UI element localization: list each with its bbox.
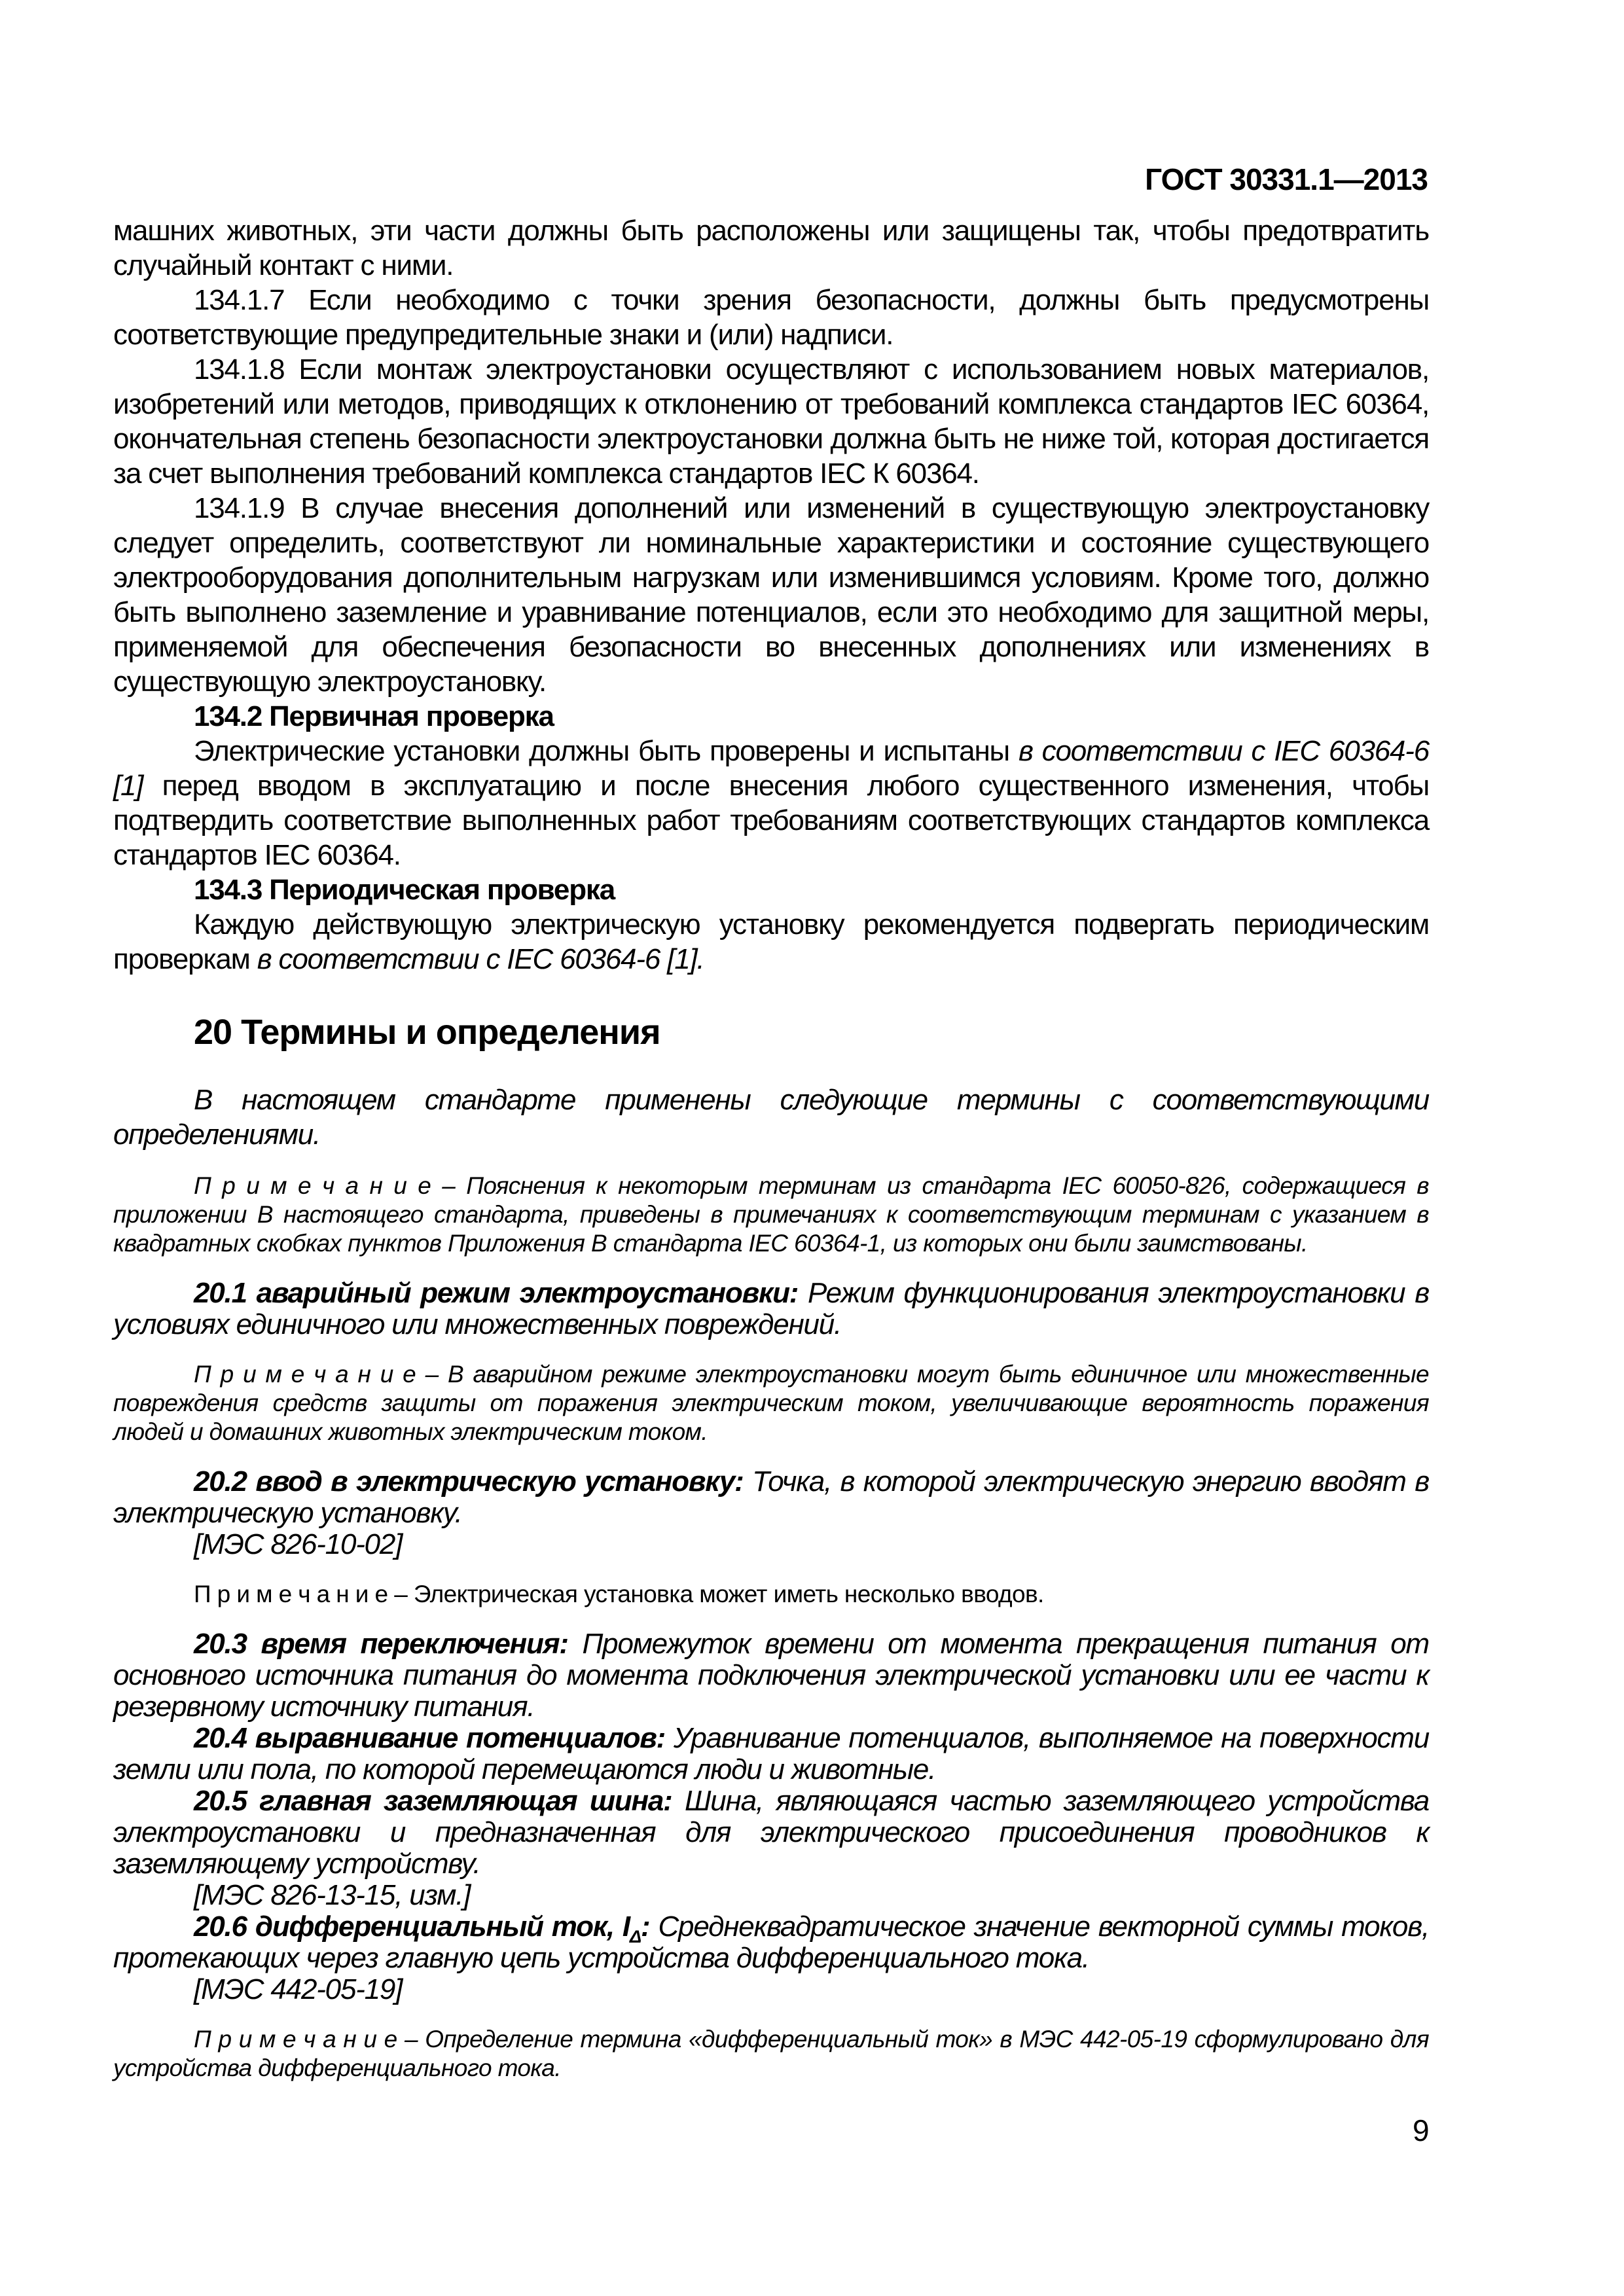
- note-text: – Определение термина «дифференциальный ток» в МЭС 442-05-19 сформулировано для устройства дифференциального тока.: [113, 2026, 1429, 2081]
- terms-intro-paragraph: В настоящем стандарте применены следующие термины с соответствующими определениями.: [113, 1084, 1429, 1151]
- note-text: – Электрическая установка может иметь несколько вводов.: [394, 1581, 1044, 1607]
- term-20-4-definition: Уравнивание потенциалов, выполняемое на поверхности земли или пола, по которой перемещаются люди и животные.: [113, 1722, 1429, 1785]
- page-number: 9: [1413, 2113, 1430, 2147]
- clause-heading-134-3: 134.3 Периодическая проверка: [194, 874, 615, 906]
- term-20-2-definition: Точка, в которой электрическую энергию вводят в электрическую установку.: [113, 1465, 1429, 1529]
- term-20-6-name-prefix: 20.6 дифференциальный ток, I: [194, 1910, 630, 1943]
- note-label: П р и м е ч а н и е: [194, 1172, 431, 1199]
- note-label: П р и м е ч а н и е: [194, 1361, 416, 1388]
- note-20-6: [113, 2025, 1429, 2083]
- clause-134-1-8: 134.1.8 Если монтаж электроустановки осуществляют с использованием новых материалов, изобретений или методов, приводящих к отклонению от требований комплекса стандартов IEC 60364, окончательная степень безопасности электроустановки должна быть не ниже той, которая достигается за счет выполнения требований комплекса стандартов IEC К 60364.: [113, 353, 1429, 490]
- term-20-6-definition: Среднеквадратическое значение векторной суммы токов, протекающих через главную цепь устройства дифференциального тока.: [113, 1910, 1429, 1974]
- term-20-1-definition: Режим функционирования электроустановки в условиях единичного или множественных повреждений.: [113, 1277, 1429, 1340]
- document-content: [113, 213, 1429, 2102]
- term-20-2-source-ref: [МЭС 826-10-02]: [194, 1528, 403, 1560]
- standard-designation-header: ГОСТ 30331.1—2013: [1145, 162, 1428, 196]
- note-after-intro: [113, 1172, 1429, 1258]
- section-20-heading: 20 Термины и определения: [194, 1013, 660, 1052]
- term-20-2: [113, 1466, 1429, 1529]
- term-20-6: [113, 1911, 1429, 1974]
- clause-134-3-italic-citation: в соответствии с IEC 60364-6 [1].: [257, 943, 704, 975]
- term-20-6-name-colon: :: [641, 1910, 650, 1943]
- note-label: П р и м е ч а н и е: [194, 1581, 388, 1607]
- clause-134-2-run1: Электрические установки должны быть проверены и испытаны: [194, 735, 1019, 767]
- clause-134-2-run2: перед вводом в эксплуатацию и после внесения любого существенного изменения, чтобы подтвердить соответствие выполненных работ требованиям соответствующих стандартов комплекса стандартов IEC 60364.: [113, 770, 1429, 871]
- note-text: – В аварийном режиме электроустановки могут быть единичное или множественные повреждения средств защиты от поражения электрическим током, увеличивающие вероятность поражения людей и домашних животных электрическим током.: [113, 1361, 1430, 1445]
- clause-heading-134-2: 134.2 Первичная проверка: [194, 700, 554, 732]
- term-20-1: [113, 1278, 1429, 1340]
- note-label: П р и м е ч а н и е: [194, 2026, 397, 2053]
- clause-134-3-text: [113, 907, 1429, 977]
- term-20-6-name: [194, 1910, 650, 1946]
- clause-134-1-9: 134.1.9 В случае внесения дополнений или изменений в существующую электроустановку следует определить, соответствуют ли номинальные характеристики и состояние существующего электрооборудования дополнительным нагрузкам или изменившимся условиям. Кроме того, должно быть выполнено заземление и уравнивание потенциалов, если это необходимо для защитной меры, применяемой для обеспечения безопасности во внесенных дополнениях или изменениях в существующую электроустановку.: [113, 492, 1429, 698]
- note-20-2: [113, 1580, 1429, 1609]
- paragraph-continuation: машних животных, эти части должны быть расположены или защищены так, чтобы предотвратить случайный контакт с ними.: [113, 215, 1429, 281]
- clause-134-1-7: 134.1.7 Если необходимо с точки зрения безопасности, должны быть предусмотрены соответствующие предупредительные знаки и (или) надписи.: [113, 284, 1429, 351]
- note-text: – Пояснения к некоторым терминам из стандарта IEC 60050-826, содержащиеся в приложении В настоящего стандарта, приведены в примечаниях к соответствующим терминам с указанием в квадратных скобках пунктов Приложения В стандарта IEC 60364-1, из которых они были заимствованы.: [113, 1172, 1429, 1257]
- term-20-6-source-ref: [МЭС 442-05-19]: [194, 1973, 403, 2005]
- clause-134-3-run1: Каждую действующую электрическую установку рекомендуется подвергать периодическим проверкам: [113, 908, 1429, 975]
- term-20-5-definition: Шина, являющаяся частью заземляющего устройства электроустановки и предназначенная для электрического присоединения проводников к заземляющему устройству.: [113, 1785, 1429, 1880]
- term-20-5: [113, 1785, 1429, 1880]
- term-20-4-name: 20.4 выравнивание потенциалов:: [194, 1722, 666, 1754]
- clause-134-2-text: [113, 734, 1429, 872]
- term-20-2-name: 20.2 ввод в электрическую установку:: [194, 1465, 744, 1498]
- term-20-4: [113, 1723, 1429, 1785]
- term-20-3: [113, 1628, 1429, 1723]
- term-20-1-name: 20.1 аварийный режим электроустановки:: [194, 1277, 799, 1309]
- term-20-3-name: 20.3 время переключения:: [194, 1628, 568, 1660]
- term-20-6-delta-subscript: Δ: [629, 1926, 641, 1946]
- note-20-1: [113, 1360, 1429, 1446]
- term-20-5-name: 20.5 главная заземляющая шина:: [194, 1785, 672, 1817]
- term-20-3-definition: Промежуток времени от момента прекращения питания от основного источника питания до момента подключения электрической установки или ее части к резервному источнику питания.: [113, 1628, 1429, 1723]
- term-20-5-source-ref: [МЭС 826-13-15, изм.]: [194, 1879, 471, 1911]
- clause-134-2-italic-citation: в соответствии с IEC 60364-6 [1]: [113, 735, 1429, 802]
